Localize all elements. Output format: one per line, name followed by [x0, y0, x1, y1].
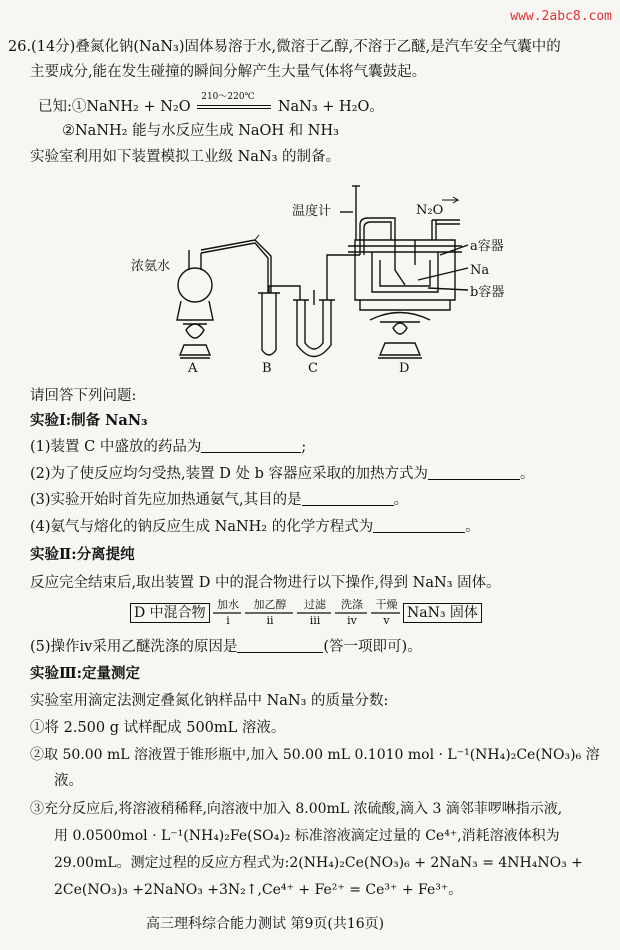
- q2-text: (2)为了使反应均匀受热,装置 D 处 b 容器应采取的加热方式为: [30, 466, 428, 482]
- exp2-desc: 反应完全结束后,取出装置 D 中的混合物进行以下操作,得到 NaN₃ 固体。: [30, 575, 501, 591]
- q5-answer-blank[interactable]: [237, 638, 323, 653]
- step-3-line1: ③充分反应后,将溶液稍稀释,向溶液中加入 8.00mL 浓硫酸,滴入 3 滴邻菲啰啉指示液,: [30, 801, 563, 817]
- exp1-title: 实验Ⅰ:制备 NaN₃: [30, 412, 148, 429]
- label-a: A: [188, 361, 198, 376]
- flow-step-2-label: 加乙醇: [253, 598, 287, 611]
- exp2-title: 实验Ⅱ:分离提纯: [30, 546, 135, 563]
- label-c: C: [308, 361, 318, 376]
- flow-end-box: NaN₃ 固体: [403, 603, 482, 623]
- thermometer-label: 温度计: [292, 204, 332, 219]
- q5-end: (答一项即可)。: [323, 639, 422, 655]
- exp3-desc: 实验室用滴定法测定叠氮化钠样品中 NaN₃ 的质量分数:: [30, 693, 389, 709]
- q4-end: 。: [465, 519, 480, 535]
- step-1: ①将 2.500 g 试样配成 500mL 溶液。: [30, 720, 286, 736]
- known-1-prefix: 已知:①NaNH₂ + N₂O: [38, 99, 191, 115]
- q1-text: (1)装置 C 中盛放的药品为: [30, 439, 202, 455]
- known-2: ②NaNH₂ 能与水反应生成 NaOH 和 NH₃: [62, 123, 339, 139]
- flow-step-4-roman: ⅳ: [347, 614, 357, 627]
- question-26-line2: 主要成分,能在发生碰撞的瞬间分解产生大量气体将气囊鼓起。: [30, 64, 427, 80]
- q1-end: ;: [301, 439, 307, 455]
- flow-step-2-roman: ⅱ: [266, 614, 274, 627]
- a-container-label: a容器: [470, 239, 504, 254]
- step-2-line2: 液。: [54, 773, 83, 789]
- flow-step-3-roman: ⅲ: [309, 614, 321, 627]
- question-26-line1: 26.(14分)叠氮化钠(NaN₃)固体易溶于水,微溶于乙醇,不溶于乙醚,是汽车安全气囊中的: [8, 39, 561, 55]
- watermark: www.2abc8.com: [510, 9, 612, 24]
- apparatus-intro: 实验室利用如下装置模拟工业级 NaN₃ 的制备。: [30, 149, 341, 165]
- page-footer: 高三理科综合能力测试 第9页(共16页): [146, 916, 385, 932]
- known-1-suffix: NaN₃ + H₂O。: [277, 99, 384, 115]
- na-label: Na: [470, 263, 490, 278]
- flow-step-5-roman: ⅴ: [383, 614, 390, 627]
- flow-step-1-label: 加水: [217, 598, 239, 611]
- flow-step-5-label: 干燥: [375, 598, 398, 611]
- q5-text: (5)操作ⅳ采用乙醚洗涤的原因是: [30, 639, 238, 655]
- q3-end: 。: [393, 492, 409, 508]
- conc-ammonia-label: 浓氨水: [131, 259, 171, 274]
- q4-text: (4)氨气与熔化的钠反应生成 NaNH₂ 的化学方程式为: [30, 519, 374, 535]
- flow-step-3-label: 过滤: [304, 598, 326, 611]
- answer-prompt: 请回答下列问题:: [30, 388, 137, 404]
- flow-step-1-roman: ⅰ: [226, 614, 230, 627]
- b-container-label: b容器: [470, 285, 505, 300]
- flow-step-4-label: 洗涤: [341, 598, 363, 611]
- q2-end: 。: [520, 466, 535, 482]
- label-b: B: [262, 361, 272, 376]
- label-d: D: [399, 361, 410, 376]
- step-3-line4: 2Ce(NO₃)₃ +2NaNO₃ +3N₂↑,Ce⁴⁺ + Fe²⁺ = Ce³⁺ + Fe³⁺。: [54, 882, 463, 898]
- flow-start-box: D 中混合物: [130, 603, 210, 623]
- reaction-condition: 210～220℃: [201, 92, 255, 102]
- q3-text: (3)实验开始时首先应加热通氨气,其目的是: [30, 492, 302, 508]
- step-3-line3: 29.00mL。测定过程的反应方程式为:2(NH₄)₂Ce(NO₃)₆ + 2NaN₃ = 4NH₄NO₃ +: [54, 855, 583, 871]
- step-2-line1: ②取 50.00 mL 溶液置于锥形瓶中,加入 50.00 mL 0.1010 mol · L⁻¹(NH₄)₂Ce(NO₃)₆ 溶: [30, 747, 600, 763]
- exp3-title: 实验Ⅲ:定量测定: [30, 665, 141, 682]
- n2o-label: N₂O: [416, 203, 444, 218]
- question-5: [30, 638, 422, 656]
- step-3-line2: 用 0.0500mol · L⁻¹(NH₄)₂Fe(SO₄)₂ 标准溶液滴定过量的 Ce⁴⁺,消耗溶液体积为: [54, 828, 560, 844]
